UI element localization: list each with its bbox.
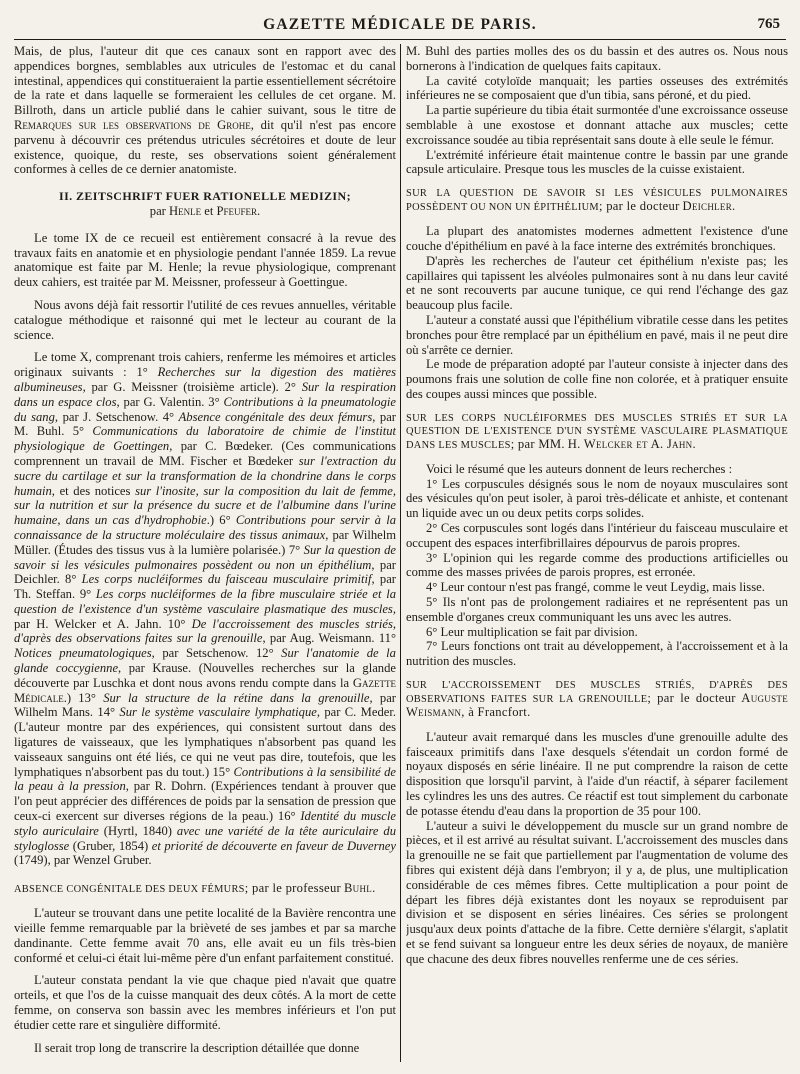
- text-run: , par Aug. Weismann. 11°: [262, 631, 396, 646]
- list-item: 7° Leurs fonctions ont trait au développement, à l'accroissement et à la nutrition des muscles.: [406, 639, 788, 669]
- paragraph: Le tome IX de ce recueil est entièrement consacré à la revue des travaux faits en anatomie et en physiologie pendant l'année 1859. La revue anatomique est faite par M. Henle; la revue physiologique, comprenant deux cahiers, est traitée par M. Meissner, professeur à Goettingue.: [14, 230, 396, 290]
- text-run: , par Wilhelm Müller. (Études des tissus vus à la lumière polarisée.) 7°: [14, 527, 396, 557]
- section-authors: par Henle et Pfeufer.: [149, 203, 261, 218]
- paragraph: Mais, de plus, l'auteur dit que ces canaux sont en rapport avec des appendices borgnes, semblables aux utricules de l'estomac et du canal intestinal, appendices qui constitueraient la partie essentiellement sécrétoire de la rate et dans laquelle se formeraient les cellules de cet organe. M. Billroth, dans un article publié dans le cahier suivant, sous le titre de Remarques sur les observations de Grohe, dit qu'il n'est pas encore parvenu à découvrir ces prétendus utricules sécrétoires et doute de leur existence, quoique, du reste, ses observations soient généralement conformes à celles de ce dernier anatomiste.: [14, 44, 396, 177]
- text-run: , par Deichler. 8°: [14, 557, 396, 587]
- section-heading: SUR L'ACCROISSEMENT DES MUSCLES STRIÉS, D'APRÈS DES OBSERVATIONS FAITES SUR LA GRENOUILLE; par le docteur Auguste Weismann, à Francfort.: [406, 679, 788, 719]
- italic-title: De l'accroissement des muscles striés, d'après des observations faites sur la grenouille: [14, 616, 396, 646]
- italic-title: Recherches sur la digestion des matières albumineuses: [14, 365, 396, 394]
- paragraph: L'extrémité inférieure était maintenue contre le bassin par une grande capsule articulaire. Presque tous les muscles de la cuisse existaient.: [406, 147, 788, 177]
- paragraph: D'après les recherches de l'auteur cet épithélium n'existe pas; les capillaires qui tapissent les alvéoles pulmonaires sont à nu dans leur cavité et ne sont recouverts par aucune tunique, ce qui rend l'échange des gaz beaucoup plus facile.: [406, 253, 788, 313]
- text-run: , et des notices: [51, 483, 136, 498]
- left-column: [14, 44, 396, 1066]
- page-number: 765: [757, 16, 780, 32]
- text-run: Le tome X, comprenant trois cahiers, renferme les mémoires et articles originaux suivants : 1°: [14, 350, 396, 380]
- italic-title: Communications du laboratoire de chimie de l'institut physiologique de Goettingen: [14, 424, 396, 454]
- section-heading: SUR LA QUESTION DE SAVOIR SI LES VÉSICULES PULMONAIRES POSSÈDENT OU NON UN ÉPITHÉLIUM; par le docteur Deichler.: [406, 188, 788, 214]
- small-caps-title: Gazette Médicale: [14, 675, 396, 705]
- list-item: 4° Leur contour n'est pas frangé, comme le veut Leydig, mais lisse.: [426, 580, 765, 595]
- text-run: , par M. Buhl. 5°: [14, 409, 396, 439]
- italic-title: sur l'inosite, sur la composition du lait de femme, sur la nutrition et sur la présence du sucre et de l'albumine dans l'urine humaine, dans un cas d'hydrophobie: [14, 483, 396, 528]
- text-run: (1749), par Wenzel Gruber.: [14, 853, 152, 868]
- italic-title: Absence congénitale des deux fémurs: [178, 409, 373, 424]
- italic-title: avec une variété de la tête auriculaire du styloglosse: [14, 823, 396, 853]
- text-run: , par J. Setschenow. 4°: [54, 409, 179, 424]
- italic-title: Contributions à la sensibilité de la peau à la pression: [14, 764, 396, 794]
- italic-title: Sur le système vasculaire lymphatique: [119, 705, 317, 720]
- list-item: 3° L'opinion qui les regarde comme des productions artificielles ou comme des masses privées de parois propres, est erronée.: [406, 550, 788, 580]
- italic-title: Sur l'anatomie de la glande coccygienne: [14, 646, 396, 676]
- text-run: , par Th. Steffan. 9°: [14, 572, 396, 602]
- article-list-paragraph: [14, 350, 396, 868]
- paragraph: L'auteur constata pendant la vie que chaque pied n'avait que quatre orteils, et que l'os de la cuisse manquait des deux côtés. A la mort de cette femme, on conserva son bassin avec les membres inférieurs et l'on put étudier cette rare et singulière difformité.: [14, 973, 396, 1032]
- text-run: .) 6°: [206, 513, 236, 528]
- italic-title: Les corps nucléiformes de la fibre musculaire striée et la question de l'existence d'un système vasculaire plasmatique des muscles: [14, 587, 396, 616]
- text-run: , par C. Meder. (L'auteur montre par des expériences, qui consistent surtout dans des ligatures de vaisseaux, que les lymphatiques n'absorbent pas quand les vaisseaux sanguins ont été liés, ce qui ne veut pas dire, toutefois, que les lymphatiques n'absorbent pas du tout.) 15°: [14, 705, 396, 779]
- text-run: , par G. Valentin. 3°: [116, 394, 224, 409]
- paragraph: L'auteur avait remarqué dans les muscles d'une grenouille adulte des faisceaux primitifs dans l'axe desquels s'étendait un cordon formé de noyaux disposés en série linéaire. Il ne put comprendre la raison de cette disposition que lorsqu'il parvint, à l'aide d'un réactif, à séparer facilement les cylindres les uns des autres. Ce réactif est tout simplement du carbonate de potasse étendu d'eau dans la proportion de 35 pour 100.: [406, 729, 788, 818]
- italic-title: et priorité de découverte en faveur de Duverney: [151, 838, 396, 853]
- list-item: 5° Ils n'ont pas de prolongement radiaires et ne représentent pas un ensemble d'organes creux communiquant les uns avec les autres.: [406, 594, 788, 624]
- italic-title: Sur la respiration dans un espace clos: [14, 379, 396, 409]
- text-run: , par G. Meissner (troisième article). 2°: [82, 379, 302, 394]
- paragraph: Voici le résumé que les auteurs donnent de leurs recherches :: [426, 461, 733, 476]
- list-item: 6° Leur multiplication se fait par division.: [426, 624, 638, 639]
- list-item: 1° Les corpuscules désignés sous le nom de noyaux musculaires sont des vésicules qu'on peut isoler, à paroi très-délicate et anhiste, et contenant un liquide avec un ou deux petits corps solides.: [406, 476, 788, 521]
- section-heading: SUR LES CORPS NUCLÉIFORMES DES MUSCLES STRIÉS ET SUR LA QUESTION DE L'EXISTENCE D'UN SYSTÈME VASCULAIRE PLASMATIQUE DANS LES MUSCLES; par MM. H. Welcker et A. Jahn.: [406, 412, 788, 451]
- italic-title: Notices pneumatologiques: [14, 646, 152, 661]
- italic-title: Contributions à la pneumatologie du sang: [14, 394, 396, 424]
- right-column: [406, 44, 788, 1066]
- paragraph: La partie supérieure du tibia était surmontée d'une excroissance osseuse semblable à une exostose et donnant attache aux muscles; cette excroissance soudée au tibia représentait sans doute à elle seule le fémur.: [406, 103, 788, 147]
- text-run: , par H. Welcker et A. Jahn. 10°: [14, 601, 396, 631]
- section-heading: ABSENCE CONGÉNITALE DES DEUX FÉMURS; par le professeur Buhl.: [14, 881, 376, 896]
- findings-list: [406, 477, 788, 669]
- italic-title: Sur la structure de la rétine dans la grenouille: [103, 690, 370, 705]
- text-run: .) 13°: [63, 690, 104, 705]
- italic-title: Les corps nucléiformes du faisceau musculaire primitif: [81, 572, 372, 587]
- paragraph: Il serait trop long de transcrire la description détaillée que donne: [34, 1040, 360, 1055]
- paragraph: La cavité cotyloïde manquait; les parties osseuses des extrémités inférieures ne se composaient que d'un tibia, sans péroné, et du pied.: [406, 73, 788, 103]
- text-run: , par C. Bœdeker. (Ces communications comprennent un travail de MM. Fischer et Bœdeker: [14, 439, 396, 468]
- page-header: [14, 10, 786, 40]
- list-item: 2° Ces corpuscules sont logés dans l'intérieur du faisceau musculaire et occupent des espaces interfibrillaires dépourvus de parois propres.: [406, 520, 788, 550]
- text-run: , par R. Dohrn. (Expériences tendant à prouver que l'on peut apprécier des différences de poids par la sensation de pression que ceux-ci exercent sur diverses régions de la peau.) 16°: [14, 779, 396, 824]
- text-run: , par Krause. (Nouvelles recherches sur la glande découverte par Luschka et dont nous avons rendu compte dans la: [14, 661, 396, 690]
- paragraph: L'auteur se trouvant dans une petite localité de la Bavière rencontra une vieille femme remarquable par la brièveté de ses jambes et par sa marche dandinante. Cette femme avait 70 ans, elle avait eu un fils très-bien conformé et celui-ci était lui-même père d'un enfant parfaitement constitué.: [14, 906, 396, 965]
- text-run: , par Wilhelm Mans. 14°: [14, 690, 396, 720]
- column-divider: [400, 44, 401, 1062]
- journal-title: GAZETTE MÉDICALE DE PARIS.: [263, 16, 537, 33]
- paragraph: L'auteur a suivi le développement du muscle sur un grand nombre de pièces, et il est arrivé au résultat suivant. L'accroissement des muscles dans la grenouille ne se fait que partiellement par l'augmentation de volume des fibres qui existent déjà dans l'embryon; il y a, de plus, une multiplication considérable de ces mêmes fibres. Cette multiplication a pour point de départ les fibres déjà existantes dont les noyaux se reproduisent par division et se disposent en séries linéaires. Ces séries se prolongent jusqu'aux deux points d'attache de la fibre. Cette dernière s'élargit, s'aplatit et se fend suivant sa longueur entre les deux séries de noyaux, de manière que chacune des deux fibres nouvelles renferme une de ces séries.: [406, 818, 788, 966]
- paragraph: Le mode de préparation adopté par l'auteur consiste à injecter dans des poumons frais une solution de colle fine non colorée, et à pratiquer ensuite des coupes aussi minces que possible.: [406, 357, 788, 401]
- text-run: (Hyrtl, 1840): [98, 823, 177, 838]
- paragraph: M. Buhl des parties molles des os du bassin et des autres os. Nous nous bornerons à l'indication de quelques faits capitaux.: [406, 44, 788, 73]
- section-title: II. ZEITSCHRIFT FUER RATIONELLE MEDIZIN;: [59, 189, 351, 204]
- italic-title: Contributions pour servir à la connaissance de la structure moléculaire des tissus animaux: [14, 513, 396, 542]
- small-caps-title: Remarques sur les observations de Grohe: [14, 117, 251, 132]
- paragraph: La plupart des anatomistes modernes admettent l'existence d'une couche d'épithélium en pavé à la face interne des extrémités bronchiques.: [406, 224, 788, 253]
- paragraph: L'auteur a constaté aussi que l'épithélium vibratile cesse dans les petites bronches pour être remplacé par un épithélium en pavé, mais il ne peut dire où s'arrête ce dernier.: [406, 312, 788, 357]
- italic-title: Sur la question de savoir si les vésicules pulmonaires possèdent ou non un épithélium: [14, 542, 396, 572]
- italic-title: Identité du muscle stylo auriculaire: [14, 809, 396, 838]
- text-run: , par Setschenow. 12°: [151, 646, 282, 661]
- text-run: (Gruber, 1854): [69, 838, 152, 853]
- paragraph: Nous avons déjà fait ressortir l'utilité de ces revues annuelles, véritable catalogue méthodique et raisonné qui met le lecteur au courant de la science.: [14, 297, 396, 342]
- italic-title: sur l'extraction du sucre du cartilage et sur la transformation de la chondrine dans le corps humain: [14, 453, 396, 498]
